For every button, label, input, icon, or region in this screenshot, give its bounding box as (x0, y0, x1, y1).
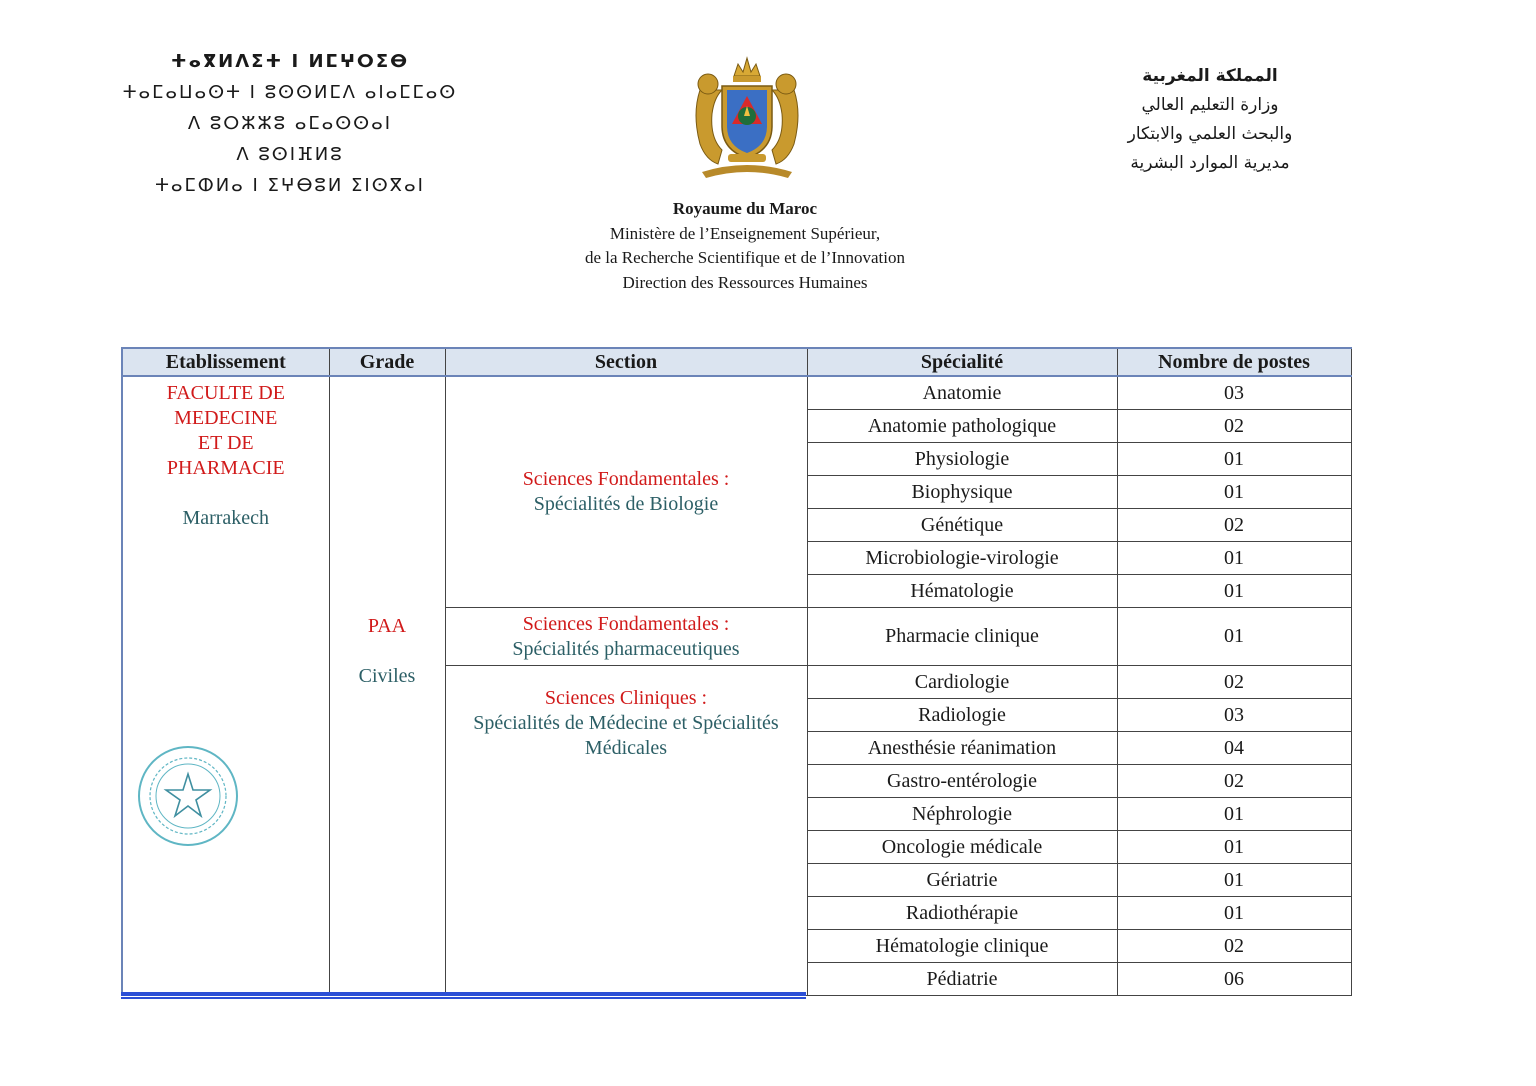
section-title: Sciences Fondamentales : (522, 612, 730, 635)
specialite-cell: Physiologie (807, 443, 1117, 476)
arabic-header (1080, 62, 1340, 178)
section-subtitle: Spécialités pharmaceutiques (512, 637, 740, 660)
specialite-cell: Anatomie pathologique (807, 410, 1117, 443)
tifinagh-line: ⴷ ⵓⵔⵣⵣⵓ ⴰⵎⴰⵙⵙⴰⵏ (187, 113, 393, 134)
tifinagh-line: ⵜⴰⵎⵀⵍⴰ ⵏ ⵉⵖⴱⵓⵍ ⵉⵏⵙⴳⴰⵏ (155, 175, 425, 196)
tifinagh-line: ⴷ ⵓⵙⵏⴼⵍⵓ (236, 144, 344, 165)
section-subtitle: Spécialités de Médecine et Spécialités Médicales (473, 712, 779, 759)
specialite-cell: Hématologie (807, 575, 1117, 608)
arabic-line: والبحث العلمي والابتكار (1127, 124, 1293, 144)
french-line: Ministère de l’Enseignement Supérieur, (609, 223, 881, 243)
postes-cell: 02 (1117, 765, 1351, 798)
specialite-cell: Pédiatrie (807, 963, 1117, 996)
specialite-cell: Radiologie (807, 699, 1117, 732)
etablissement-name: FACULTE DE (166, 382, 285, 404)
official-stamp-icon (136, 744, 240, 848)
section-cell (445, 608, 807, 666)
specialite-cell: Biophysique (807, 476, 1117, 509)
specialite-cell: Pharmacie clinique (807, 608, 1117, 666)
tifinagh-line: ⵜⴰⴳⵍⴷⵉⵜ ⵏ ⵍⵎⵖⵔⵉⴱ (170, 51, 410, 72)
section-subtitle: Spécialités de Biologie (533, 493, 719, 515)
postes-cell: 03 (1117, 699, 1351, 732)
specialite-cell: Néphrologie (807, 798, 1117, 831)
postes-cell: 06 (1117, 963, 1351, 996)
postes-cell: 02 (1117, 509, 1351, 542)
coat-of-arms-icon (688, 54, 806, 178)
postes-cell: 02 (1117, 930, 1351, 963)
header-nombre-postes: Nombre de postes (1117, 348, 1351, 376)
etablissement-cell (122, 376, 329, 996)
table-row (122, 376, 1351, 410)
postes-cell: 03 (1117, 376, 1351, 410)
positions-table (121, 347, 1352, 996)
specialite-cell: Oncologie médicale (807, 831, 1117, 864)
etablissement-city: Marrakech (182, 507, 270, 529)
french-line: Direction des Ressources Humaines (622, 272, 868, 292)
postes-cell: 01 (1117, 897, 1351, 930)
etablissement-name: PHARMACIE (166, 457, 285, 479)
specialite-cell: Génétique (807, 509, 1117, 542)
postes-cell: 01 (1117, 575, 1351, 608)
section-cell (445, 666, 807, 996)
grade-type: Civiles (358, 664, 416, 687)
table-bottom-rule (121, 992, 806, 996)
arabic-line: وزارة التعليم العالي (1141, 95, 1279, 115)
postes-cell: 01 (1117, 476, 1351, 509)
arabic-line: المملكة المغربية (1142, 66, 1278, 86)
french-line: Royaume du Maroc (672, 199, 818, 218)
specialite-cell: Gastro-entérologie (807, 765, 1117, 798)
section-title: Sciences Fondamentales : (522, 468, 730, 490)
section-title: Sciences Cliniques : (544, 687, 708, 709)
arabic-line: مديرية الموارد البشرية (1130, 153, 1290, 173)
postes-cell: 01 (1117, 542, 1351, 575)
specialite-cell: Cardiologie (807, 666, 1117, 699)
specialite-cell: Gériatrie (807, 864, 1117, 897)
postes-cell: 01 (1117, 831, 1351, 864)
grade-code: PAA (367, 614, 407, 637)
specialite-cell: Microbiologie-virologie (807, 542, 1117, 575)
header-etablissement: Etablissement (122, 348, 329, 376)
postes-cell: 01 (1117, 798, 1351, 831)
specialite-cell: Radiothérapie (807, 897, 1117, 930)
etablissement-name: ET DE (197, 432, 254, 454)
french-line: de la Recherche Scientifique et de l’Innovation (584, 248, 906, 267)
header-specialite: Spécialité (807, 348, 1117, 376)
section-cell (445, 376, 807, 608)
header-section: Section (445, 348, 807, 376)
postes-cell: 01 (1117, 608, 1351, 666)
specialite-cell: Hématologie clinique (807, 930, 1117, 963)
postes-cell: 02 (1117, 410, 1351, 443)
specialite-cell: Anesthésie réanimation (807, 732, 1117, 765)
postes-cell: 01 (1117, 443, 1351, 476)
grade-cell (329, 376, 445, 996)
postes-cell: 04 (1117, 732, 1351, 765)
french-header (520, 197, 970, 295)
postes-cell: 02 (1117, 666, 1351, 699)
table-header-row (122, 348, 1351, 376)
postes-cell: 01 (1117, 864, 1351, 897)
tifinagh-header (120, 46, 460, 201)
etablissement-name: MEDECINE (174, 407, 278, 429)
tifinagh-line: ⵜⴰⵎⴰⵡⴰⵙⵜ ⵏ ⵓⵙⵙⵍⵎⴷ ⴰⵏⴰⵎⵎⴰⵙ (122, 82, 458, 103)
header-grade: Grade (329, 348, 445, 376)
specialite-cell: Anatomie (807, 376, 1117, 410)
table-bottom-rule (121, 997, 806, 999)
